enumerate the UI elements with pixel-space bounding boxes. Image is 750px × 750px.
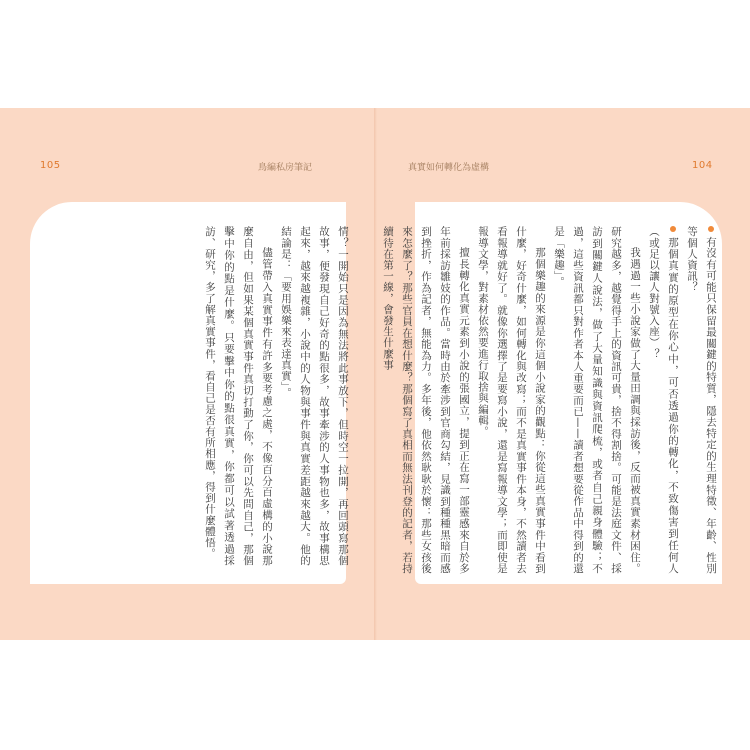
bullet-item-1 <box>682 226 720 574</box>
right-paragraph-3: 擅長轉化真實元素到小說的張國立，提到正在寫一部靈感來自於多年前採訪雛妓的作品。當時由於牽涉到官商勾結，見識到種種黑暗而感到挫折，作為記者，無能為力。多年後，他依然耿耿於懷：那些女孩後來怎麼了？那些官員在想什麼？那個寫了真相而無法刊登的記者，若持續待在第一線，會發生什麼事 <box>382 226 470 574</box>
page-number-left: 105 <box>40 160 61 171</box>
left-page-body <box>202 226 352 566</box>
right-paragraph-1: 我遇過一些小說家做了大量田調與採訪後，反而被真實素材困住。研究越多，越覺得手上的資訊可貴，捨不得割捨。可能是法庭文件、採訪到關鍵人說法，做了大量知識與資訊爬梳，或者自己親身體驗；不過，這些資訊都只對作者本人重要而已——讀者想要從作品中得到的還是「樂趣」。 <box>553 226 641 574</box>
bullet-text-1: 有沒有可能只保留最關鍵的特質，隱去特定的生理特徵、年齡、性別等個人資訊？ <box>686 226 717 574</box>
page-number-right: 104 <box>692 160 713 171</box>
right-page-body <box>382 226 720 574</box>
bullet-dot-icon <box>670 226 676 232</box>
running-head-left: 鳥編私房筆記 <box>258 163 313 173</box>
bullet-item-2 <box>644 226 682 574</box>
running-head-right: 真實如何轉化為虛構 <box>408 163 490 173</box>
book-gutter <box>374 108 377 640</box>
left-paragraph-1: 情？一開始只是因為無法將此事放下，但時空一拉開，再回頭寫那個故事，便發現自己好奇的點很多，故事牽涉的人事物也多，故事構思起來，越來越複雜，小說中的人物與事件與真實差距越來越大。他的結論是：「要用娛樂來表達真實」。 <box>280 226 349 566</box>
bullet-text-2: 那個真實的原型在你心中，可否透過你的轉化，不致傷害到任何人（或足以讓人對號入座）？ <box>648 226 679 574</box>
left-paragraph-2: 儘管帶入真實事件有許多要考慮之處，不像百分百虛構的小說那麼自由，但如果某個真實事件真切打動了你，你可以先問自己，那個擊中你的點是什麼。只要擊中你的點很真實，你都可以試著透過採訪、研究，多了解真實事件，看自己是否有所相應，得到什麼體悟。 <box>204 226 273 566</box>
bullet-dot-icon <box>708 226 714 232</box>
right-paragraph-2: 那個樂趣的來源是你這個小說家的觀點：你從這些真實事件中看到什麼，好奇什麼，如何轉化與改寫；而不是真實事件本身，不然讀者去看報導就好了。就像你選擇了是要寫小說，還是寫報導文學；而即使是報導文學，對素材依然要進行取捨與編輯。 <box>477 226 546 574</box>
